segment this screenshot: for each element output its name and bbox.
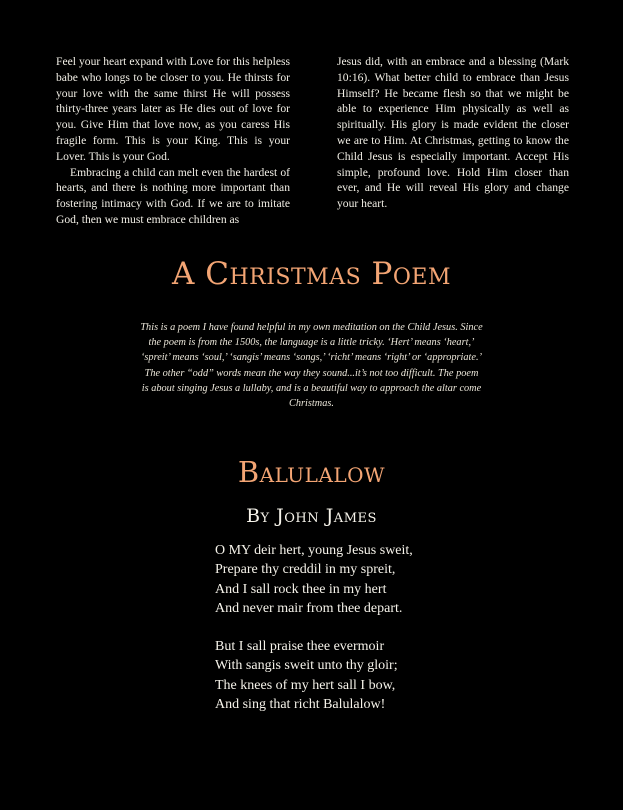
poem-stanza-2: [215, 637, 475, 715]
poem-line: Prepare thy creddil in my spreit,: [215, 562, 396, 578]
poem-line: With sangis sweit unto thy gloir;: [215, 658, 398, 674]
poem-line: And never mair from thee depart.: [215, 601, 403, 617]
left-paragraph-2: Embracing a child can melt even the hardest of hearts, and there is nothing more important than fostering intimacy with God. If we are to imitate God, then we must embrace children as: [56, 165, 290, 226]
poem-line: And sing that richt Balulalow!: [215, 697, 386, 713]
poem-line: The knees of my hert sall I bow,: [215, 677, 396, 693]
poem-line: And I sall rock thee in my hert: [215, 581, 387, 597]
poem-line: O MY deir hert, young Jesus sweit,: [215, 543, 413, 558]
poem-title: Balulalow: [237, 455, 386, 489]
poem-stanza-1: [215, 541, 475, 619]
poem-intro: This is a poem I have found helpful in my own meditation on the Child Jesus. Since the poem is from the 1500s, the language is a little tricky. ‘Hert’ means ‘heart,’ ‘spreit’ means ‘soul,’ ‘sangis’ means ‘songs,’ ‘richt’ means ‘right’ or ‘appropriate.’ The other “odd” words mean the way they sound...it’s not too difficult. The poem is about singing Jesus a lullaby, and is a beautiful way to approach the altar come Christmas.: [140, 322, 483, 410]
left-text-column: [56, 54, 290, 228]
poem-line: But I sall praise thee evermoir: [215, 639, 385, 654]
left-paragraph-1: Feel your heart expand with Love for this helpless babe who longs to be closer to you. He thirsts for your love with the same thirst He will possess thirty-three years later as He dies out of love for you. Give Him that love now, as you caress His fragile form. This is your King. This is your Lover. This is your God.: [56, 55, 290, 163]
right-paragraph-1: Jesus did, with an embrace and a blessing (Mark 10:16). What better child to embrace than Jesus Himself? He became flesh so that we might be able to experience Him physically as well as spiritually. His glory is made evident the closer we are to Him. At Christmas, getting to know the Child Jesus is especially important. Accept His simple, profound love. Hold Him closer than ever, and He will reveal His glory and change your heart.: [337, 55, 569, 211]
poem-author: By John James: [246, 505, 377, 527]
section-heading: A Christmas Poem: [172, 256, 451, 292]
right-text-column: [337, 54, 569, 212]
